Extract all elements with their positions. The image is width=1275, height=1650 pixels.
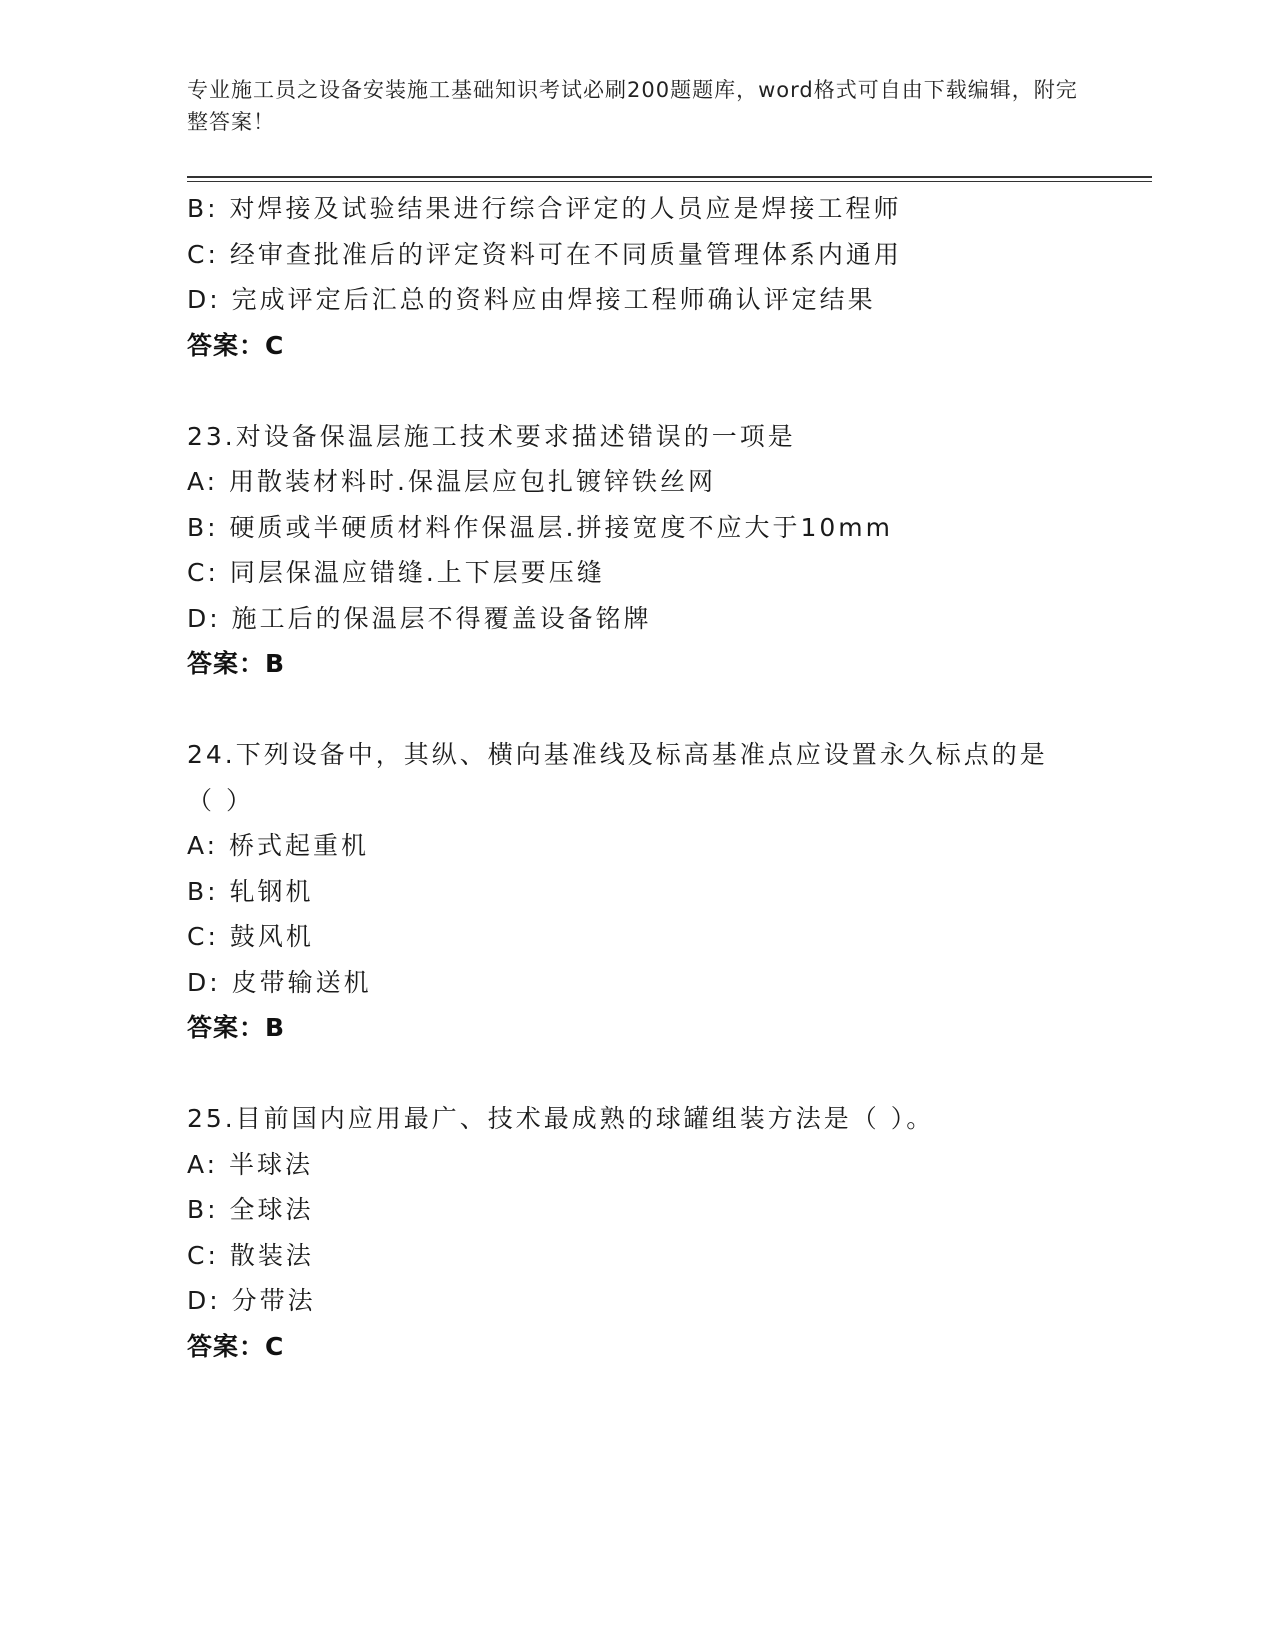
option-c: C: 散装法 — [187, 1240, 314, 1270]
option-d: D: 施工后的保温层不得覆盖设备铭牌 — [187, 603, 652, 633]
document-content — [187, 186, 1087, 1369]
answer: 答案：C — [187, 1331, 285, 1361]
spacer — [187, 368, 1087, 414]
option-a: A: 用散装材料时.保温层应包扎镀锌铁丝网 — [187, 467, 716, 496]
option-c: C: 鼓风机 — [187, 922, 314, 951]
option-b: B: 轧钢机 — [187, 876, 314, 906]
option-c: C: 同层保温应错缝.上下层要压缝 — [187, 558, 605, 587]
option-d: D: 皮带输送机 — [187, 967, 372, 997]
answer: 答案：C — [187, 330, 285, 360]
option-b: B: 硬质或半硬质材料作保温层.拼接宽度不应大于10mm — [187, 512, 893, 542]
option-c: C: 经审查批准后的评定资料可在不同质量管理体系内通用 — [187, 239, 902, 269]
document-header: 专业施工员之设备安装施工基础知识考试必刷200题题库，word格式可自由下载编辑，附完整答案！ — [187, 78, 1078, 134]
question-24 — [187, 732, 1087, 1051]
option-a: A: 半球法 — [187, 1149, 314, 1179]
question-stem: 24.下列设备中，其纵、横向基准线及标高基准点应设置永久标点的是（ ） — [187, 740, 1048, 815]
option-d: D: 完成评定后汇总的资料应由焊接工程师确认评定结果 — [187, 285, 876, 314]
option-a: A: 桥式起重机 — [187, 831, 370, 860]
question-stem: 25.目前国内应用最广、技术最成熟的球罐组装方法是（ ）。 — [187, 1104, 935, 1133]
spacer — [187, 1051, 1087, 1097]
question-stem: 23.对设备保温层施工技术要求描述错误的一项是 — [187, 421, 796, 451]
option-d: D: 分带法 — [187, 1286, 316, 1315]
answer: 答案：B — [187, 1013, 286, 1042]
continued-question — [187, 186, 1087, 368]
option-b: B: 对焊接及试验结果进行综合评定的人员应是焊接工程师 — [187, 194, 902, 223]
header-rule-thin — [187, 181, 1152, 182]
option-b: B: 全球法 — [187, 1195, 314, 1224]
question-23 — [187, 414, 1087, 687]
spacer — [187, 687, 1087, 733]
question-25 — [187, 1096, 1087, 1369]
header-rule — [187, 176, 1152, 178]
answer: 答案：B — [187, 649, 286, 678]
